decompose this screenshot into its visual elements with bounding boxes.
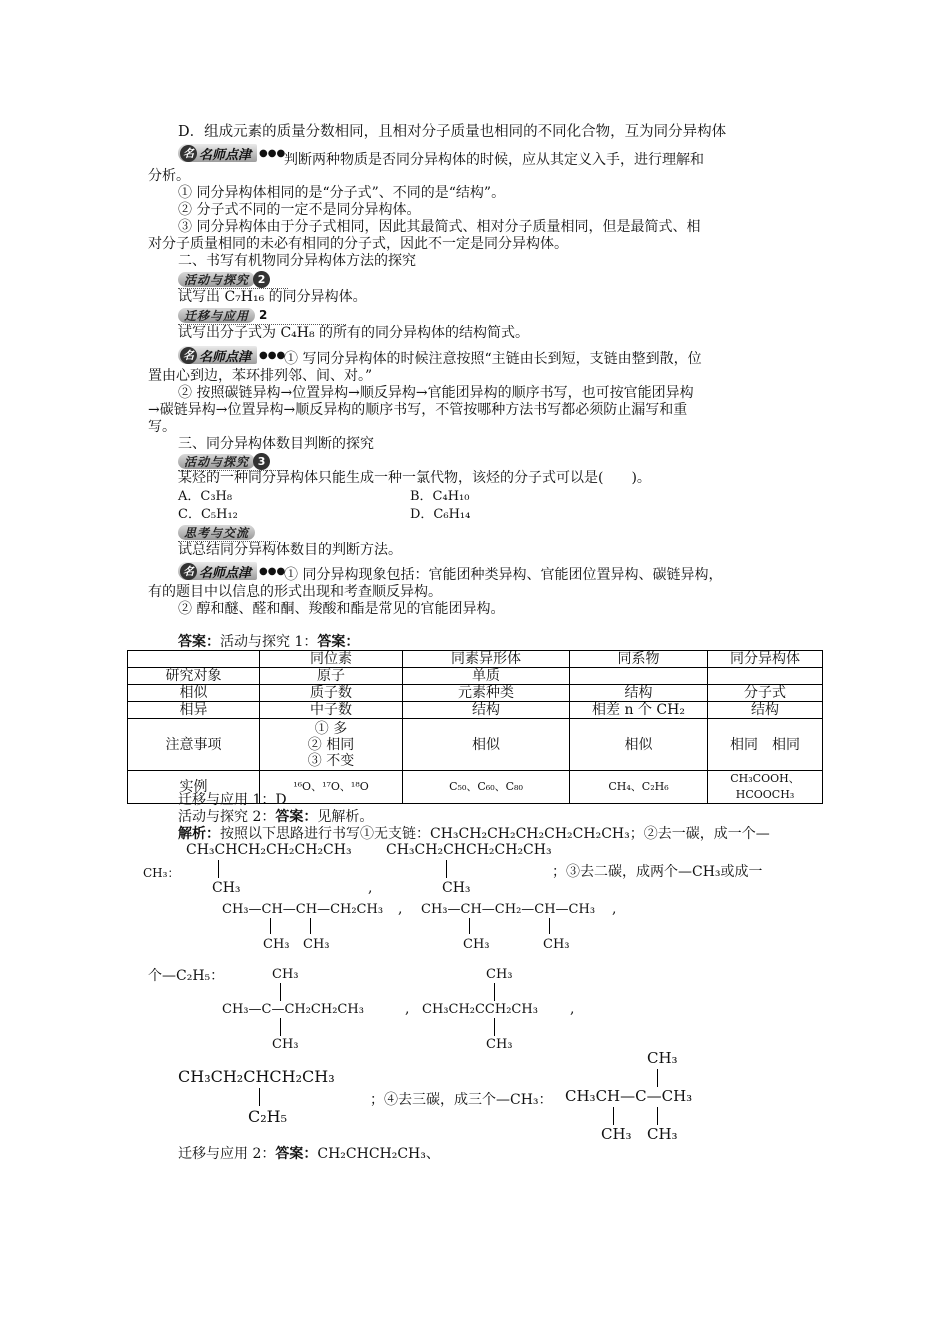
tip2-line3: ② 按照碳链异构→位置异构→顺反异构→官能团异构的顺序书写，也可按官能团异构 bbox=[178, 385, 694, 401]
step-3b-text: 个—C₂H₅： bbox=[148, 968, 225, 984]
activity-2-text: 试写出 C₇H₁₆ 的同分异构体。 bbox=[178, 289, 367, 305]
tip3-line3: ② 醇和醚、醛和酮、羧酸和酯是常见的官能团异构。 bbox=[178, 601, 505, 617]
application-2-answer: 迁移与应用 2：答案：CH₂CHCH₂CH₃、 bbox=[178, 1146, 440, 1162]
tip3-line2: 有的题目中以信息的形式出现和考查顺反异构。 bbox=[148, 584, 442, 600]
comma: , bbox=[405, 1001, 410, 1017]
struct-5-main: CH₃—C—CH₂CH₂CH₃ bbox=[222, 1002, 364, 1017]
mingshi-badge: 名 名师点津 ●●● bbox=[178, 143, 285, 163]
section-3-title: 三、同分异构体数目判断的探究 bbox=[178, 436, 374, 452]
tip1-line3: ① 同分异构体相同的是“分子式”、不同的是“结构”。 bbox=[178, 185, 506, 201]
analysis-line: 解析：按照以下思路进行书写①无支链：CH₃CH₂CH₂CH₂CH₂CH₂CH₃；②去一碳，成一个— bbox=[178, 826, 770, 842]
struct-2-branch: CH₃ bbox=[442, 880, 471, 896]
struct-4-main: CH₃—CH—CH₂—CH—CH₃ bbox=[421, 902, 596, 917]
struct-7-main: CH₃CH₂CHCH₂CH₃ bbox=[178, 1067, 335, 1086]
section-2-title: 二、书写有机物同分异构体方法的探究 bbox=[178, 253, 416, 269]
table-row: 研究对象 原子 单质 bbox=[128, 668, 823, 685]
struct-4-branch1: CH₃ bbox=[463, 937, 490, 952]
struct-1-branch: CH₃ bbox=[212, 880, 241, 896]
tip1-line5: ③ 同分异构体由于分子式相同，因此其最简式、相对分子质量相同，但是最简式、相 bbox=[178, 219, 701, 235]
badge-label: 名师点津 bbox=[199, 147, 252, 163]
struct-4-branch2: CH₃ bbox=[543, 937, 570, 952]
table-header-row: 同位素 同素异形体 同系物 同分异构体 bbox=[128, 651, 823, 668]
step-3-text: ；③去二碳，成两个—CH₃或成一 bbox=[552, 864, 763, 880]
tip2-line4: →碳链异构→位置异构→顺反异构的顺序书写，不管按哪种方法书写都必须防止漏写和重 bbox=[148, 402, 688, 418]
table-row: 相似 质子数 元素种类 结构 分子式 bbox=[128, 685, 823, 702]
tip2-line1: ① 写同分异构体的时候注意按照“主链由长到短，支链由整到散，位 bbox=[284, 351, 702, 367]
table-row: 注意事项 ① 多 ② 相同 ③ 不变 相似 相似 相同 相同 bbox=[128, 719, 823, 771]
struct-8-top: CH₃ bbox=[647, 1049, 678, 1067]
struct-8-branch1: CH₃ bbox=[601, 1125, 632, 1143]
comma: , bbox=[570, 1001, 575, 1017]
table-row: 相异 中子数 结构 相差 n 个 CH₂ 结构 bbox=[128, 702, 823, 719]
struct-3-branch1: CH₃ bbox=[263, 937, 290, 952]
option-d2: D．C₆H₁₄ bbox=[410, 507, 471, 522]
option-b: B．C₄H₁₀ bbox=[410, 489, 470, 504]
struct-8-branch2: CH₃ bbox=[647, 1125, 678, 1143]
application-badge-2: 迁移与应用 2 bbox=[178, 306, 346, 324]
option-c: C．C₅H₁₂ bbox=[178, 507, 238, 522]
think-text: 试总结同分异构体数目的判断方法。 bbox=[178, 542, 402, 558]
answer-table bbox=[127, 650, 823, 804]
tip3-line1: ① 同分异构现象包括：官能团种类异构、官能团位置异构、碳链异构， bbox=[284, 567, 723, 583]
tip2-line2: 置由心到边，苯环排列邻、间、对。” bbox=[148, 368, 373, 384]
tip1-line2: 分析。 bbox=[148, 168, 190, 184]
struct-6-main: CH₃CH₂CCH₂CH₃ bbox=[422, 1002, 538, 1017]
mingshi-badge-2: 名 名师点津 ●●● bbox=[178, 345, 285, 365]
struct-8-main: CH₃CH—C—CH₃ bbox=[565, 1087, 693, 1105]
struct-comma: , bbox=[368, 880, 373, 896]
think-badge: 思考与交流 bbox=[178, 523, 278, 541]
struct-7-branch: C₂H₅ bbox=[248, 1107, 288, 1126]
struct-3-main: CH₃—CH—CH—CH₂CH₃ bbox=[222, 902, 384, 917]
struct-3-branch2: CH₃ bbox=[303, 937, 330, 952]
activity-badge-3: 活动与探究 3 bbox=[178, 452, 288, 470]
tip1-line4: ② 分子式不同的一定不是同分异构体。 bbox=[178, 202, 421, 218]
answer-heading: 答案：活动与探究 1：答案： bbox=[178, 634, 360, 650]
tip2-line5: 写。 bbox=[148, 419, 176, 435]
activity-2-answer: 活动与探究 2：答案：见解析。 bbox=[178, 809, 374, 825]
option-d: D．组成元素的质量分数相同，且相对分子质量也相同的不同化合物，互为同分异构体 bbox=[178, 124, 727, 140]
activity-badge-2: 活动与探究 2 bbox=[178, 270, 288, 288]
step-4-text: ；④去三碳，成三个—CH₃： bbox=[370, 1092, 553, 1108]
struct-6-top: CH₃ bbox=[486, 967, 513, 982]
application-2-text: 试写出分子式为 C₄H₈ 的所有的同分异构体的结构简式。 bbox=[178, 325, 530, 341]
struct-5-top: CH₃ bbox=[272, 967, 299, 982]
option-a: A．C₃H₈ bbox=[178, 489, 233, 504]
struct-1-main: CH₃CHCH₂CH₂CH₂CH₃ bbox=[186, 842, 352, 858]
struct-6-bottom: CH₃ bbox=[486, 1037, 513, 1052]
ch3-colon: CH₃： bbox=[143, 866, 180, 880]
application-1-answer: 迁移与应用 1：D bbox=[178, 792, 287, 808]
table-row: 实例 ¹⁶O、¹⁷O、¹⁸O C₅₀、C₆₀、C₈₀ CH₄、C₂H₆ CH₃COOH、HCOOCH₃ bbox=[128, 771, 823, 804]
comma: , bbox=[612, 901, 617, 917]
struct-5-bottom: CH₃ bbox=[272, 1037, 299, 1052]
tip1-line6: 对分子质量相同的未必有相同的分子式，因此不一定是同分异构体。 bbox=[148, 236, 568, 252]
tip1-line1: 判断两种物质是否同分异构体的时候，应从其定义入手，进行理解和 bbox=[284, 152, 704, 168]
comma: , bbox=[398, 901, 403, 917]
struct-2-main: CH₃CH₂CHCH₂CH₂CH₃ bbox=[386, 842, 552, 858]
mingshi-badge-3: 名 名师点津 ●●● bbox=[178, 561, 285, 581]
activity-3-text: 某烃的一种同分异构体只能生成一种一氯代物，该烃的分子式可以是( )。 bbox=[178, 470, 651, 486]
